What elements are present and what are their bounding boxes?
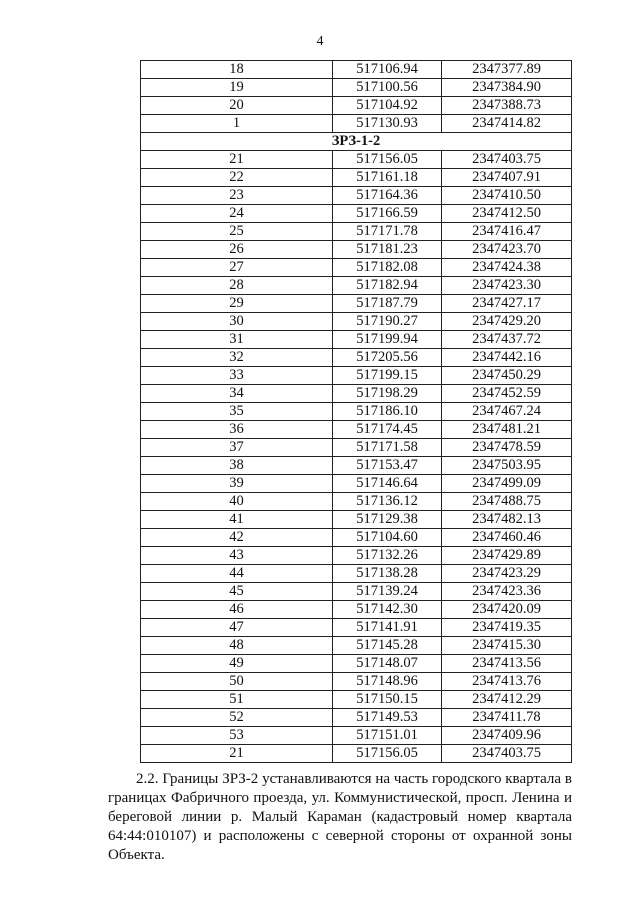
- y-coordinate-cell: 2347427.17: [442, 295, 572, 313]
- table-row: [141, 151, 572, 169]
- x-coordinate-cell: 517130.93: [333, 115, 442, 133]
- paragraph-text: 2.2. Границы ЗРЗ-2 устанавливаются на часть городского квартала в границах Фабричного проезда, ул. Коммунистической, просп. Ленина и береговой линии р. Малый Караман (кадастровый номер квартала 64:44:010107) и расположены с северной стороны от охранной зоны Объекта.: [108, 771, 572, 863]
- x-coordinate-cell: 517205.56: [333, 349, 442, 367]
- point-number-cell: 31: [141, 331, 333, 349]
- y-coordinate-cell: 2347414.82: [442, 115, 572, 133]
- coordinates-table: [140, 60, 572, 763]
- point-number-cell: 38: [141, 457, 333, 475]
- table-row: [141, 565, 572, 583]
- y-coordinate-cell: 2347442.16: [442, 349, 572, 367]
- x-coordinate-cell: 517104.60: [333, 529, 442, 547]
- x-coordinate-cell: 517129.38: [333, 511, 442, 529]
- point-number-cell: 43: [141, 547, 333, 565]
- x-coordinate-cell: 517153.47: [333, 457, 442, 475]
- point-number-cell: 42: [141, 529, 333, 547]
- point-number-cell: 52: [141, 709, 333, 727]
- y-coordinate-cell: 2347403.75: [442, 745, 572, 763]
- y-coordinate-cell: 2347481.21: [442, 421, 572, 439]
- table-row: [141, 691, 572, 709]
- x-coordinate-cell: 517142.30: [333, 601, 442, 619]
- point-number-cell: 21: [141, 151, 333, 169]
- y-coordinate-cell: 2347411.78: [442, 709, 572, 727]
- x-coordinate-cell: 517182.08: [333, 259, 442, 277]
- x-coordinate-cell: 517186.10: [333, 403, 442, 421]
- x-coordinate-cell: 517139.24: [333, 583, 442, 601]
- table-row: [141, 547, 572, 565]
- table-row: [141, 331, 572, 349]
- point-number-cell: 32: [141, 349, 333, 367]
- table-row: [141, 511, 572, 529]
- table-row: [141, 313, 572, 331]
- point-number-cell: 20: [141, 97, 333, 115]
- x-coordinate-cell: 517148.96: [333, 673, 442, 691]
- x-coordinate-cell: 517164.36: [333, 187, 442, 205]
- table-row: [141, 385, 572, 403]
- section-row: [141, 133, 572, 151]
- y-coordinate-cell: 2347503.95: [442, 457, 572, 475]
- y-coordinate-cell: 2347450.29: [442, 367, 572, 385]
- x-coordinate-cell: 517149.53: [333, 709, 442, 727]
- table-row: [141, 475, 572, 493]
- x-coordinate-cell: 517146.64: [333, 475, 442, 493]
- table-row: [141, 601, 572, 619]
- x-coordinate-cell: 517190.27: [333, 313, 442, 331]
- y-coordinate-cell: 2347429.20: [442, 313, 572, 331]
- table-row: [141, 187, 572, 205]
- point-number-cell: 46: [141, 601, 333, 619]
- y-coordinate-cell: 2347412.50: [442, 205, 572, 223]
- point-number-cell: 29: [141, 295, 333, 313]
- point-number-cell: 30: [141, 313, 333, 331]
- x-coordinate-cell: 517132.26: [333, 547, 442, 565]
- y-coordinate-cell: 2347423.70: [442, 241, 572, 259]
- table-row: [141, 637, 572, 655]
- table-row: [141, 673, 572, 691]
- point-number-cell: 40: [141, 493, 333, 511]
- table-row: [141, 709, 572, 727]
- point-number-cell: 50: [141, 673, 333, 691]
- table-row: [141, 439, 572, 457]
- point-number-cell: 1: [141, 115, 333, 133]
- point-number-cell: 23: [141, 187, 333, 205]
- x-coordinate-cell: 517156.05: [333, 745, 442, 763]
- y-coordinate-cell: 2347412.29: [442, 691, 572, 709]
- x-coordinate-cell: 517166.59: [333, 205, 442, 223]
- point-number-cell: 51: [141, 691, 333, 709]
- y-coordinate-cell: 2347388.73: [442, 97, 572, 115]
- y-coordinate-cell: 2347413.76: [442, 673, 572, 691]
- point-number-cell: 21: [141, 745, 333, 763]
- table-row: [141, 295, 572, 313]
- y-coordinate-cell: 2347410.50: [442, 187, 572, 205]
- table-row: [141, 367, 572, 385]
- x-coordinate-cell: 517198.29: [333, 385, 442, 403]
- table-row: [141, 655, 572, 673]
- x-coordinate-cell: 517106.94: [333, 61, 442, 79]
- y-coordinate-cell: 2347413.56: [442, 655, 572, 673]
- x-coordinate-cell: 517156.05: [333, 151, 442, 169]
- x-coordinate-cell: 517138.28: [333, 565, 442, 583]
- y-coordinate-cell: 2347384.90: [442, 79, 572, 97]
- x-coordinate-cell: 517148.07: [333, 655, 442, 673]
- y-coordinate-cell: 2347407.91: [442, 169, 572, 187]
- point-number-cell: 33: [141, 367, 333, 385]
- table-row: [141, 349, 572, 367]
- point-number-cell: 22: [141, 169, 333, 187]
- table-row: [141, 115, 572, 133]
- y-coordinate-cell: 2347452.59: [442, 385, 572, 403]
- y-coordinate-cell: 2347416.47: [442, 223, 572, 241]
- table-row: [141, 403, 572, 421]
- x-coordinate-cell: 517151.01: [333, 727, 442, 745]
- point-number-cell: 24: [141, 205, 333, 223]
- y-coordinate-cell: 2347419.35: [442, 619, 572, 637]
- x-coordinate-cell: 517145.28: [333, 637, 442, 655]
- point-number-cell: 44: [141, 565, 333, 583]
- table-row: [141, 727, 572, 745]
- point-number-cell: 36: [141, 421, 333, 439]
- x-coordinate-cell: 517181.23: [333, 241, 442, 259]
- table-body-section: [141, 151, 572, 763]
- table-row: [141, 421, 572, 439]
- y-coordinate-cell: 2347415.30: [442, 637, 572, 655]
- section-2-2-paragraph: [108, 770, 572, 865]
- y-coordinate-cell: 2347429.89: [442, 547, 572, 565]
- x-coordinate-cell: 517171.78: [333, 223, 442, 241]
- y-coordinate-cell: 2347467.24: [442, 403, 572, 421]
- table-row: [141, 79, 572, 97]
- y-coordinate-cell: 2347437.72: [442, 331, 572, 349]
- point-number-cell: 49: [141, 655, 333, 673]
- table-row: [141, 223, 572, 241]
- y-coordinate-cell: 2347482.13: [442, 511, 572, 529]
- y-coordinate-cell: 2347499.09: [442, 475, 572, 493]
- x-coordinate-cell: 517199.15: [333, 367, 442, 385]
- y-coordinate-cell: 2347409.96: [442, 727, 572, 745]
- x-coordinate-cell: 517100.56: [333, 79, 442, 97]
- point-number-cell: 41: [141, 511, 333, 529]
- y-coordinate-cell: 2347377.89: [442, 61, 572, 79]
- table-row: [141, 493, 572, 511]
- table-row: [141, 529, 572, 547]
- point-number-cell: 28: [141, 277, 333, 295]
- x-coordinate-cell: 517150.15: [333, 691, 442, 709]
- point-number-cell: 18: [141, 61, 333, 79]
- table-section-header: [141, 133, 572, 151]
- point-number-cell: 48: [141, 637, 333, 655]
- table-row: [141, 61, 572, 79]
- table-row: [141, 277, 572, 295]
- x-coordinate-cell: 517104.92: [333, 97, 442, 115]
- point-number-cell: 47: [141, 619, 333, 637]
- y-coordinate-cell: 2347423.36: [442, 583, 572, 601]
- x-coordinate-cell: 517141.91: [333, 619, 442, 637]
- point-number-cell: 26: [141, 241, 333, 259]
- x-coordinate-cell: 517136.12: [333, 493, 442, 511]
- point-number-cell: 27: [141, 259, 333, 277]
- x-coordinate-cell: 517174.45: [333, 421, 442, 439]
- y-coordinate-cell: 2347488.75: [442, 493, 572, 511]
- y-coordinate-cell: 2347423.29: [442, 565, 572, 583]
- point-number-cell: 45: [141, 583, 333, 601]
- table-body-top: [141, 61, 572, 133]
- x-coordinate-cell: 517161.18: [333, 169, 442, 187]
- y-coordinate-cell: 2347460.46: [442, 529, 572, 547]
- table-row: [141, 583, 572, 601]
- table-row: [141, 457, 572, 475]
- point-number-cell: 19: [141, 79, 333, 97]
- x-coordinate-cell: 517182.94: [333, 277, 442, 295]
- point-number-cell: 39: [141, 475, 333, 493]
- page-number: 4: [316, 34, 324, 49]
- y-coordinate-cell: 2347424.38: [442, 259, 572, 277]
- x-coordinate-cell: 517187.79: [333, 295, 442, 313]
- table-row: [141, 241, 572, 259]
- table-row: [141, 745, 572, 763]
- table-row: [141, 259, 572, 277]
- table-row: [141, 169, 572, 187]
- table-row: [141, 97, 572, 115]
- section-title: ЗРЗ-1-2: [141, 133, 572, 151]
- point-number-cell: 35: [141, 403, 333, 421]
- x-coordinate-cell: 517199.94: [333, 331, 442, 349]
- point-number-cell: 25: [141, 223, 333, 241]
- point-number-cell: 37: [141, 439, 333, 457]
- y-coordinate-cell: 2347478.59: [442, 439, 572, 457]
- y-coordinate-cell: 2347423.30: [442, 277, 572, 295]
- table-row: [141, 619, 572, 637]
- y-coordinate-cell: 2347403.75: [442, 151, 572, 169]
- y-coordinate-cell: 2347420.09: [442, 601, 572, 619]
- table-row: [141, 205, 572, 223]
- point-number-cell: 53: [141, 727, 333, 745]
- x-coordinate-cell: 517171.58: [333, 439, 442, 457]
- point-number-cell: 34: [141, 385, 333, 403]
